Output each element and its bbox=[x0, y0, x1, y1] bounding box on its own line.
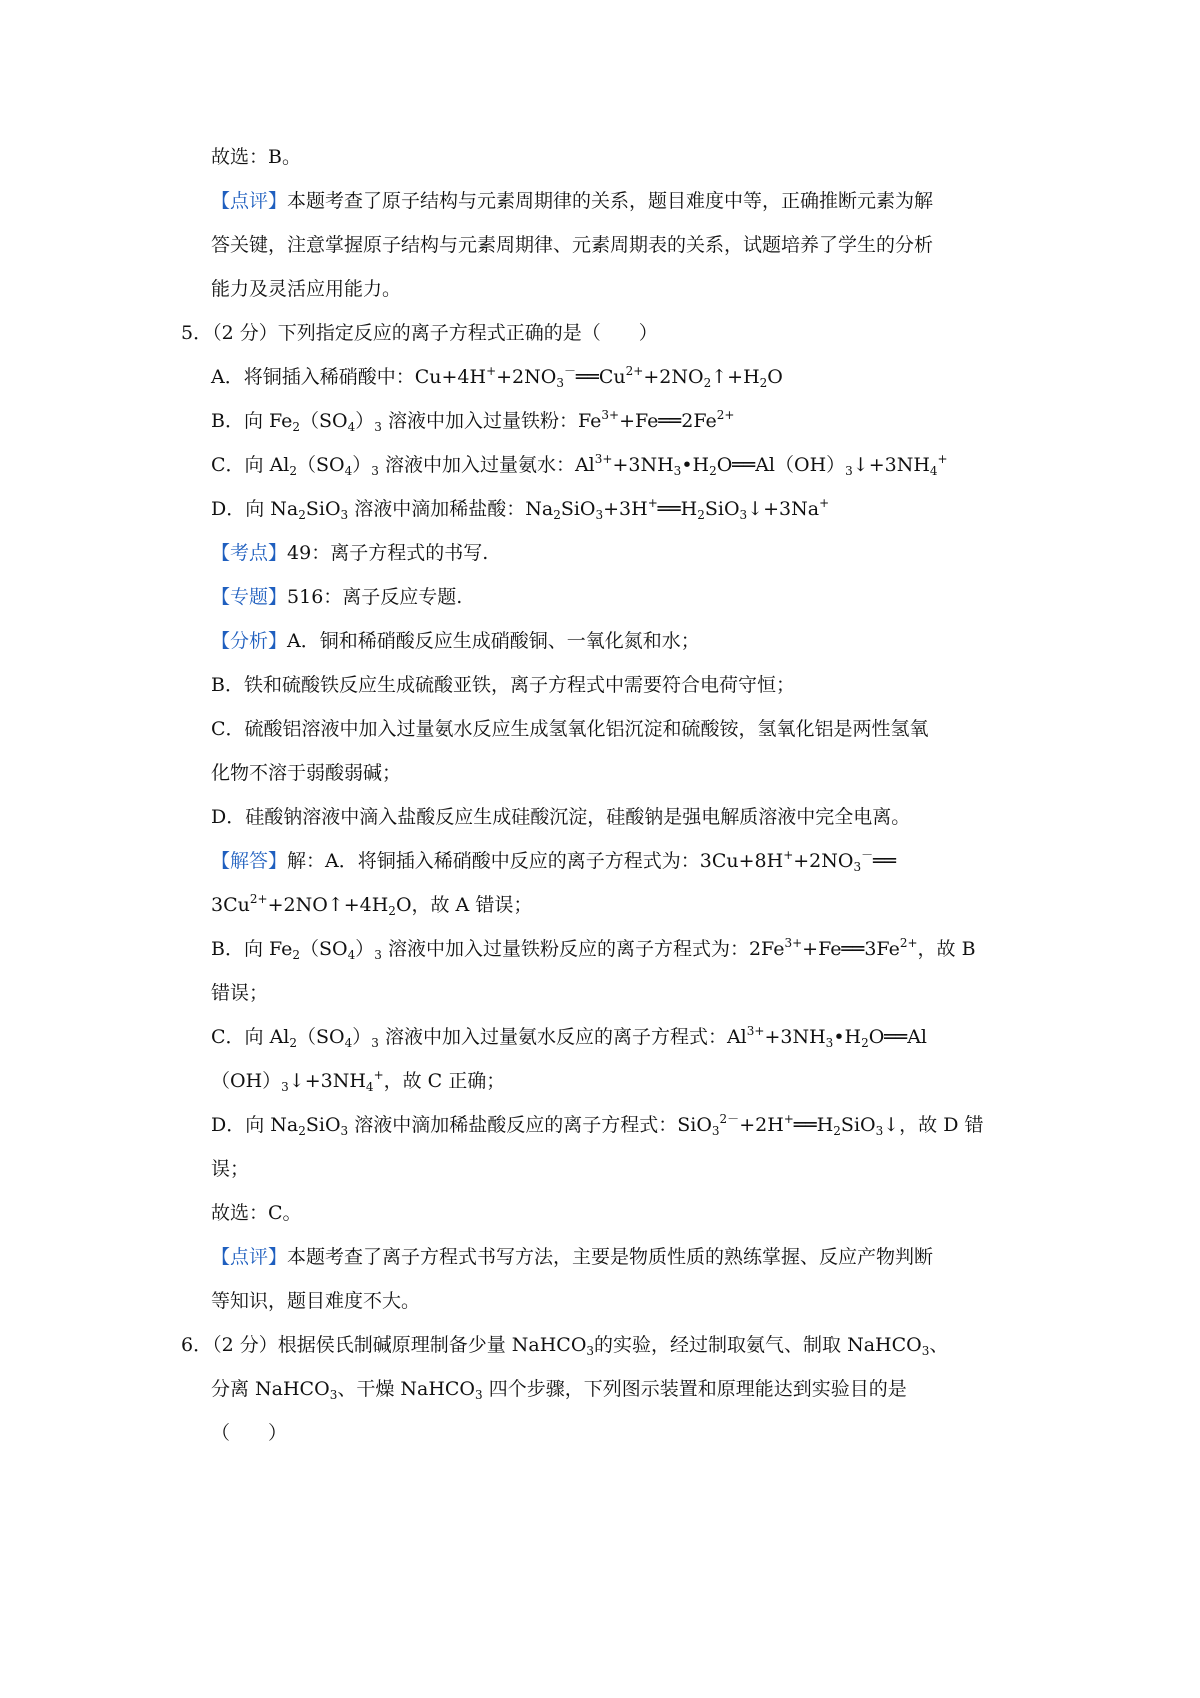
comment2-line1: 【点评】本题考查了离子方程式书写方法，主要是物质性质的熟练掌握、反应产物判断 bbox=[211, 1246, 934, 1268]
jieda-line-c1: C．向 $Al_2(SO_4)_3$ 溶液中加入过量氨水反应的离子方程式：$Al^{3+}+3NH_3•H_2O══Al$ bbox=[211, 1024, 927, 1050]
option-c: C．向 $Al_2(SO_4)_3$ 溶液中加入过量氨水：$Al^{3+}+3NH_3•H_2O══Al(OH)_3↓+3NH_4^+$ bbox=[211, 452, 948, 478]
comment2-line2: 等知识，题目难度不大。 bbox=[211, 1290, 421, 1312]
fenxi-line-c1: C．硫酸铝溶液中加入过量氨水反应生成氢氧化铝沉淀和硫酸铵，氢氧化铝是两性氢氧 bbox=[211, 718, 929, 740]
zhuanti-line: 【专题】516：离子反应专题. bbox=[211, 586, 463, 608]
jieda-line-a2: $3Cu^{2+}+2NO↑+4H_2O$，故 A 错误； bbox=[211, 892, 533, 918]
comment-tag: 【点评】 bbox=[211, 190, 288, 212]
fenxi-line-b: B．铁和硫酸铁反应生成硫酸亚铁，离子方程式中需要符合电荷守恒； bbox=[211, 674, 795, 696]
jieda-line-c2: $(OH)_3↓+3NH_4^+$，故 C 正确； bbox=[211, 1068, 506, 1094]
kaodian-tag: 【考点】 bbox=[211, 542, 288, 564]
option-d: D．向 $Na_2SiO_3$ 溶液中滴加稀盐酸：$Na_2SiO_3+3H^+══H_2SiO_3↓+3Na^+$ bbox=[211, 496, 830, 522]
fenxi-line-a: 【分析】A．铜和稀硝酸反应生成硝酸铜、一氧化氮和水； bbox=[211, 630, 700, 652]
jieda-line-d1: D．向 $Na_2SiO_3$ 溶液中滴加稀盐酸反应的离子方程式：$SiO_3^{2-}+2H^+══H_2SiO_3↓$，故 D 错 bbox=[211, 1112, 984, 1138]
jieda-tag: 【解答】 bbox=[211, 850, 288, 872]
final-answer: 故选：C。 bbox=[211, 1202, 302, 1224]
fenxi-line-d: D．硅酸钠溶液中滴入盐酸反应生成硅酸沉淀，硅酸钠是强电解质溶液中完全电离。 bbox=[211, 806, 911, 828]
comment2-tag: 【点评】 bbox=[211, 1246, 288, 1268]
jieda-line-b2: 错误； bbox=[211, 982, 269, 1004]
fenxi-tag: 【分析】 bbox=[211, 630, 288, 652]
fenxi-line-c2: 化物不溶于弱酸弱碱； bbox=[211, 762, 402, 784]
option-b: B．向 $Fe_2(SO_4)_3$ 溶液中加入过量铁粉：$Fe^{3+}+Fe══2Fe^{2+}$ bbox=[211, 408, 735, 434]
jieda-line-a1: 【解答】解：A．将铜插入稀硝酸中反应的离子方程式为：$3Cu+8H^++2NO_3^-══$ bbox=[211, 848, 897, 874]
kaodian-line: 【考点】49：离子方程式的书写. bbox=[211, 542, 489, 564]
question-6-line2: 分离 NaHCO$_3$、干燥 NaHCO$_3$ 四个步骤，下列图示装置和原理能达到实验目的是 bbox=[211, 1378, 907, 1402]
jieda-line-d2: 误； bbox=[211, 1158, 250, 1180]
jieda-line-b1: B．向 $Fe_2(SO_4)_3$ 溶液中加入过量铁粉反应的离子方程式为：$2Fe^{3+}+Fe══3Fe^{2+}$，故 B bbox=[211, 936, 976, 962]
zhuanti-tag: 【专题】 bbox=[211, 586, 288, 608]
prev-comment-line3: 能力及灵活应用能力。 bbox=[211, 278, 402, 300]
question-5: 5．（2 分）下列指定反应的离子方程式正确的是（ ） bbox=[181, 322, 658, 344]
prev-comment-line2: 答关键，注意掌握原子结构与元素周期律、元素周期表的关系，试题培养了学生的分析 bbox=[211, 234, 934, 256]
option-a: A．将铜插入稀硝酸中：$Cu+4H^++2NO_3^-══Cu^{2+}+2NO_2↑+H_2O$ bbox=[211, 364, 783, 390]
question-6-line3: （ ） bbox=[211, 1422, 288, 1444]
question-6-line1: 6．（2 分）根据侯氏制碱原理制备少量 NaHCO$_3$的实验，经过制取氨气、制取 NaHCO$_3$、 bbox=[181, 1334, 949, 1358]
prev-comment-line1: 【点评】本题考查了原子结构与元素周期律的关系，题目难度中等，正确推断元素为解 bbox=[211, 190, 934, 212]
prev-answer: 故选：B。 bbox=[211, 146, 301, 168]
